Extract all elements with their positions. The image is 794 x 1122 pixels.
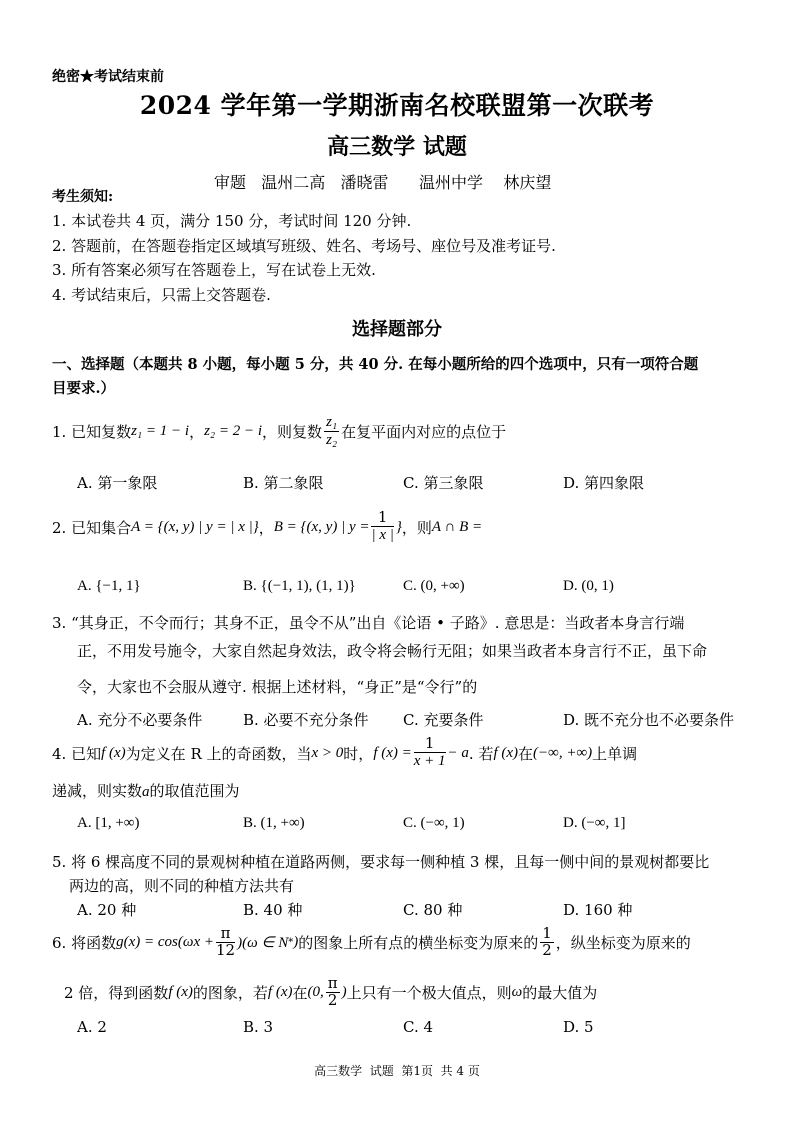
notice-item: 1. 本试卷共 4 页，满分 150 分，考试时间 120 分钟. xyxy=(52,212,412,230)
option-a: A. 第一象限 xyxy=(77,474,158,492)
option-c: C. 80 种 xyxy=(403,901,463,919)
option-b: B. (1, +∞) xyxy=(243,815,305,831)
section-intro-cont: 目要求.） xyxy=(52,380,116,397)
fraction: $\frac{\text{z₁}}{\text{z₂}}$ xyxy=(326,413,338,448)
option-d: D. 既不充分也不必要条件 xyxy=(563,711,735,729)
option-b: B. 3 xyxy=(243,1018,274,1036)
notice-heading: 考生须知: xyxy=(52,189,114,205)
option-a: A. 充分不必要条件 xyxy=(77,711,203,729)
option-d: D. 第四象限 xyxy=(563,474,645,492)
option-a: A. {−1, 1} xyxy=(77,578,141,594)
question-1: 1. 已知复数 z₁ = 1 − i ， z₂ = 2 − i ，则复数 $\frac{\text{z₁}}{\text{z₂}}$ 在复平面内对应的点位于 xyxy=(52,413,507,448)
question-2: 2. 已知集合 A = {(x, y) | y = | x |} ， B = {(x, y) | y = $\frac{1}{| x |}$ } ，则 A ∩ B = xyxy=(52,508,483,543)
question-3: 3. “其身正，不令而行；其身不正，虽令不从”出自《论语 • 子路》. 意思是：当政者本身言行端 xyxy=(52,614,685,632)
fraction: $\frac{\pi}{2}$ xyxy=(327,973,338,1009)
question-4-cont: 递减，则实数a的取值范围为 xyxy=(52,782,240,800)
question-6: 6. 将函数 g(x) = cos(ωx + $\frac{\pi}{12}$ )(ω ∈ N * ) 的图象上所有点的横坐标变为原来的 $\frac{1}{2}$ ，纵坐标变为原来的 xyxy=(52,923,691,959)
exam-title: 2024 学年第一学期浙南名校联盟第一次联考 xyxy=(139,91,655,120)
exam-subtitle: 高三数学 试题 xyxy=(327,134,467,160)
option-d: D. 5 xyxy=(563,1018,594,1036)
question-3-cont: 正，不用发号施令，大家自然起身效法，政令将会畅行无阻；如果当政者本身言行不正，虽下命 xyxy=(77,642,708,660)
confidential-label: 绝密★考试结束前 xyxy=(52,69,164,85)
fraction: $\frac{\pi}{12}$ xyxy=(215,923,236,959)
option-a: A. [1, +∞) xyxy=(77,815,140,831)
notice-item: 4. 考试结束后，只需上交答题卷. xyxy=(52,286,271,304)
option-a: A. 2 xyxy=(77,1018,107,1036)
option-d: D. (0, 1) xyxy=(563,578,614,594)
section-intro: 一、选择题（本题共 8 小题，每小题 5 分，共 40 分. 在每小题所给的四个选项中，只有一项符合题 xyxy=(52,356,699,373)
question-4: 4. 已知 f (x) 为定义在 R 上的奇函数，当 x > 0 时， f (x) = $\frac{1}{x + 1}$ − a . 若 f (x) 在 (−∞, +∞) 上单调 xyxy=(52,734,638,769)
option-b: B. {(−1, 1), (1, 1)} xyxy=(243,578,356,594)
option-c: C. 4 xyxy=(403,1018,434,1036)
option-a: A. 20 种 xyxy=(77,901,137,919)
option-c: C. 充要条件 xyxy=(403,711,484,729)
section-title: 选择题部分 xyxy=(352,319,442,340)
option-d: D. (−∞, 1] xyxy=(563,815,626,831)
fraction: $\frac{1}{| x |}$ xyxy=(371,508,394,543)
notice-item: 2. 答题前，在答题卷指定区域填写班级、姓名、考场号、座位号及准考证号. xyxy=(52,237,556,255)
reviewers-line: 审题 温州二高 潘晓雷 温州中学 林庆望 xyxy=(214,173,552,192)
question-6-cont: 2 倍，得到函数 f (x) 的图象，若 f (x) 在 (0, $\frac{\pi}{2}$ ) 上只有一个极大值点，则 ω 的最大值为 xyxy=(64,973,598,1009)
option-c: C. (0, +∞) xyxy=(403,578,465,594)
option-c: C. 第三象限 xyxy=(403,474,484,492)
option-b: B. 必要不充分条件 xyxy=(243,711,369,729)
fraction: $\frac{1}{x + 1}$ xyxy=(413,734,446,769)
option-d: D. 160 种 xyxy=(563,901,633,919)
question-3-cont: 令，大家也不会服从遵守. 根据上述材料，“身正”是“令行”的 xyxy=(77,678,478,696)
notice-item: 3. 所有答案必须写在答题卷上，写在试卷上无效. xyxy=(52,261,376,279)
question-5-cont: 两边的高，则不同的种植方法共有 xyxy=(69,877,295,895)
option-b: B. 第二象限 xyxy=(243,474,324,492)
fraction: $\frac{1}{2}$ xyxy=(542,923,552,959)
question-5: 5. 将 6 棵高度不同的景观树种植在道路两侧，要求每一侧种植 3 棵，且每一侧中间的景观树都要比 xyxy=(52,853,710,871)
option-b: B. 40 种 xyxy=(243,901,303,919)
page-footer: 高三数学 试题 第1页 共 4 页 xyxy=(314,1064,480,1078)
option-c: C. (−∞, 1) xyxy=(403,815,465,831)
